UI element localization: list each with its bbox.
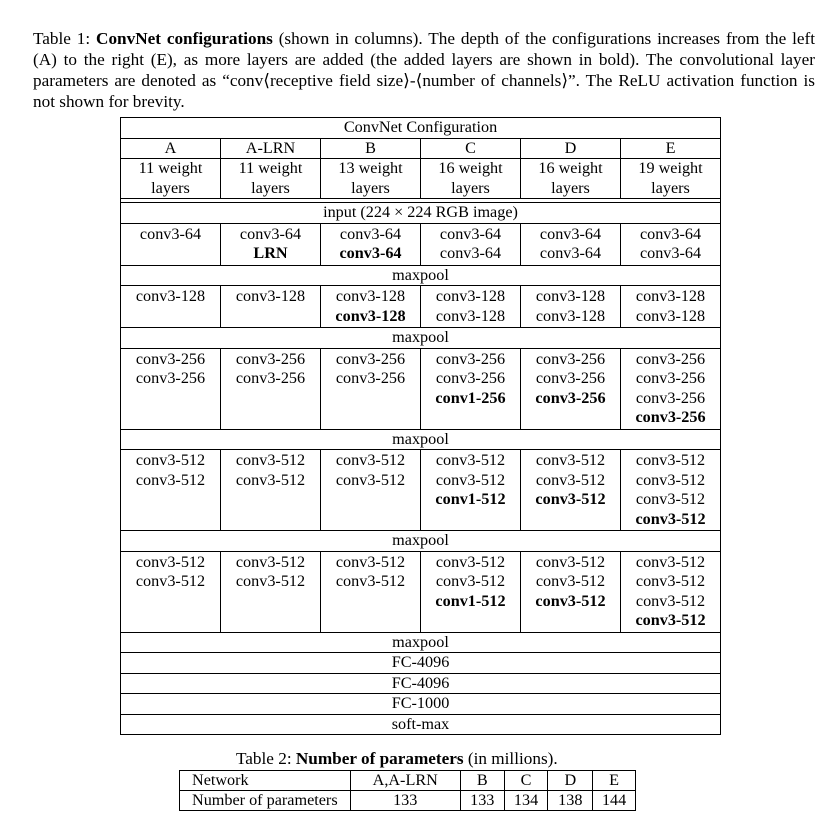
layer-name: conv3-512 bbox=[635, 451, 706, 469]
layer-name: conv3-256 bbox=[335, 349, 406, 368]
layer-name: conv3-512 bbox=[635, 611, 706, 629]
pool-cell: maxpool bbox=[121, 429, 721, 450]
column-depth-line: 13 weight bbox=[338, 159, 403, 177]
layer-block-row bbox=[121, 348, 721, 429]
parameters-value-cell: 138 bbox=[548, 791, 593, 811]
column-name: E bbox=[621, 138, 721, 159]
layer-name: conv3-512 bbox=[635, 591, 706, 610]
layer-name: conv3-128 bbox=[335, 306, 406, 325]
layer-name: conv3-256 bbox=[635, 388, 706, 407]
pool-row bbox=[121, 265, 721, 286]
column-depth-line: 11 weight bbox=[138, 159, 203, 177]
layer-name: conv1-512 bbox=[435, 490, 506, 508]
tail-cell: FC-4096 bbox=[121, 653, 721, 674]
layer-name: conv3-256 bbox=[235, 369, 306, 387]
column-depth bbox=[621, 159, 721, 199]
layer-cell bbox=[421, 551, 521, 632]
pool-cell: maxpool bbox=[121, 265, 721, 286]
parameters-value-cell: 133 bbox=[350, 791, 460, 811]
convnet-configuration-table bbox=[120, 117, 721, 735]
layer-name: conv3-512 bbox=[535, 470, 606, 489]
parameters-header-cell: A,A-LRN bbox=[350, 771, 460, 791]
layer-name: conv3-256 bbox=[635, 369, 706, 387]
column-name: B bbox=[321, 138, 421, 159]
layer-name: conv3-64 bbox=[339, 224, 402, 243]
layer-cell bbox=[121, 223, 221, 265]
layer-cell bbox=[521, 286, 621, 328]
layer-name: conv3-128 bbox=[435, 306, 506, 325]
pool-row bbox=[121, 632, 721, 653]
column-name: A bbox=[121, 138, 221, 159]
layer-name: conv3-128 bbox=[535, 287, 606, 305]
layer-name: conv3-512 bbox=[435, 470, 506, 489]
layer-cell bbox=[621, 551, 721, 632]
layer-name: conv3-64 bbox=[239, 224, 302, 243]
layer-name: conv3-512 bbox=[335, 552, 406, 571]
layer-name: conv3-512 bbox=[535, 490, 606, 508]
layer-cell bbox=[621, 348, 721, 429]
layer-cell bbox=[521, 223, 621, 265]
column-depth-line: 19 weight bbox=[638, 159, 703, 177]
layer-name: conv3-512 bbox=[335, 451, 406, 469]
layer-cell bbox=[221, 348, 321, 429]
parameters-header-row bbox=[180, 771, 636, 791]
layer-name: conv1-512 bbox=[435, 591, 506, 610]
layer-name: conv3-128 bbox=[535, 306, 606, 325]
parameters-value-cell: Number of parameters bbox=[180, 791, 351, 811]
parameters-table bbox=[179, 770, 636, 811]
table2-caption-title: Number of parameters bbox=[295, 749, 464, 768]
column-name: C bbox=[421, 138, 521, 159]
table2-caption-text: (in millions). bbox=[463, 749, 558, 768]
column-depth-line: 16 weight bbox=[438, 159, 503, 177]
column-names-row bbox=[121, 138, 721, 159]
layer-name: conv3-128 bbox=[435, 287, 506, 305]
layer-name: conv3-256 bbox=[435, 349, 506, 368]
layer-cell bbox=[321, 348, 421, 429]
parameters-value-cell: 144 bbox=[593, 791, 636, 811]
layer-cell bbox=[521, 551, 621, 632]
layer-name: conv3-512 bbox=[635, 572, 706, 590]
layer-name: conv3-128 bbox=[635, 306, 706, 325]
column-depth-line: layers bbox=[351, 178, 390, 197]
layer-cell bbox=[121, 286, 221, 328]
table1-caption-text: (shown in columns). The depth of the configurations increases from the left (A) to the right (E), as more layers are added (the added layers are shown in bold). The convolutional layer parameters are denoted as “conv⟨receptive field size⟩-⟨number of channels⟩”. The ReLU activation function is not shown for brevity. bbox=[33, 29, 816, 111]
layer-block-row bbox=[121, 286, 721, 328]
column-name: D bbox=[521, 138, 621, 159]
table1-caption bbox=[33, 28, 815, 112]
column-depth bbox=[221, 159, 321, 199]
layer-name: conv3-512 bbox=[635, 490, 706, 508]
layer-cell bbox=[621, 450, 721, 531]
layer-cell bbox=[421, 450, 521, 531]
layer-name: conv3-128 bbox=[135, 287, 206, 305]
layer-name: conv3-64 bbox=[639, 244, 702, 262]
layer-name: conv3-512 bbox=[235, 552, 306, 571]
tail-cell: soft-max bbox=[121, 714, 721, 735]
layer-cell bbox=[321, 551, 421, 632]
tail-row bbox=[121, 653, 721, 674]
layer-name: conv3-512 bbox=[435, 552, 506, 571]
layer-cell bbox=[521, 348, 621, 429]
parameters-header-cell: E bbox=[593, 771, 636, 791]
parameters-value-row bbox=[180, 791, 636, 811]
parameters-header-cell: B bbox=[460, 771, 504, 791]
layer-name: conv3-256 bbox=[535, 369, 606, 387]
layer-name: conv3-64 bbox=[539, 244, 602, 262]
layer-name: conv3-512 bbox=[635, 509, 706, 528]
layer-name: conv3-512 bbox=[235, 451, 306, 469]
table2-caption-label: Table 2: bbox=[236, 749, 296, 768]
layer-block-row bbox=[121, 450, 721, 531]
layer-name: conv3-256 bbox=[335, 369, 406, 387]
layer-cell bbox=[221, 450, 321, 531]
layer-name: conv3-256 bbox=[635, 349, 706, 368]
pool-row bbox=[121, 429, 721, 450]
layer-cell bbox=[121, 450, 221, 531]
parameters-value-cell: 134 bbox=[504, 791, 548, 811]
layer-name: conv3-256 bbox=[635, 408, 706, 426]
column-depth-line: 11 weight bbox=[238, 159, 303, 177]
column-depth bbox=[421, 159, 521, 199]
layer-name: conv3-512 bbox=[135, 470, 206, 489]
layer-name: conv3-512 bbox=[335, 572, 406, 590]
layer-cell bbox=[121, 348, 221, 429]
column-depth-line: layers bbox=[551, 178, 590, 197]
column-name: A-LRN bbox=[221, 138, 321, 159]
parameters-header-cell: D bbox=[548, 771, 593, 791]
tail-cell: FC-4096 bbox=[121, 673, 721, 694]
layer-cell bbox=[421, 223, 521, 265]
layer-cell bbox=[321, 450, 421, 531]
layer-name: conv3-256 bbox=[535, 388, 606, 407]
layer-cell bbox=[621, 286, 721, 328]
layer-name: conv3-64 bbox=[439, 244, 502, 262]
layer-name: conv3-64 bbox=[139, 224, 202, 243]
layer-name: conv3-512 bbox=[535, 572, 606, 590]
pool-cell: maxpool bbox=[121, 328, 721, 349]
layer-name: conv3-512 bbox=[535, 591, 606, 610]
layer-cell bbox=[221, 223, 321, 265]
layer-cell bbox=[421, 348, 521, 429]
parameters-value-cell: 133 bbox=[460, 791, 504, 811]
table1-caption-label: Table 1: bbox=[33, 29, 97, 48]
layer-name: conv3-512 bbox=[235, 572, 306, 590]
column-depth-row bbox=[121, 159, 721, 199]
column-depth-line: layers bbox=[151, 178, 190, 197]
layer-cell bbox=[121, 551, 221, 632]
layer-name: conv3-64 bbox=[539, 224, 602, 243]
column-depth bbox=[521, 159, 621, 199]
parameters-header-cell: Network bbox=[180, 771, 351, 791]
layer-name: conv3-256 bbox=[435, 369, 506, 387]
layer-block-row bbox=[121, 223, 721, 265]
layer-name: conv3-512 bbox=[435, 451, 506, 469]
layer-block-row bbox=[121, 551, 721, 632]
layer-name: conv3-64 bbox=[339, 244, 402, 262]
tail-row bbox=[121, 694, 721, 715]
column-depth bbox=[321, 159, 421, 199]
layer-name: conv3-64 bbox=[439, 224, 502, 243]
layer-name: conv3-512 bbox=[435, 572, 506, 590]
column-depth-line: layers bbox=[651, 178, 690, 197]
layer-name: conv3-512 bbox=[135, 552, 206, 571]
pool-row bbox=[121, 328, 721, 349]
table2-caption bbox=[236, 749, 558, 769]
layer-name: conv3-256 bbox=[135, 369, 206, 387]
tail-cell: FC-1000 bbox=[121, 694, 721, 715]
input-row bbox=[121, 203, 721, 224]
layer-cell bbox=[421, 286, 521, 328]
column-depth-line: layers bbox=[251, 178, 290, 197]
layer-name: conv3-512 bbox=[335, 470, 406, 489]
layer-name: conv3-512 bbox=[635, 552, 706, 571]
layer-cell bbox=[321, 286, 421, 328]
layer-cell bbox=[621, 223, 721, 265]
column-depth-line: 16 weight bbox=[538, 159, 603, 177]
tail-row bbox=[121, 714, 721, 735]
layer-name: conv3-256 bbox=[235, 349, 306, 368]
layer-name: conv3-512 bbox=[135, 572, 206, 590]
layer-name: conv3-512 bbox=[135, 451, 206, 469]
pool-row bbox=[121, 531, 721, 552]
layer-name: conv3-128 bbox=[635, 287, 706, 305]
layer-name: conv3-512 bbox=[535, 552, 606, 571]
layer-name: conv1-256 bbox=[435, 388, 506, 407]
config-header-row bbox=[121, 118, 721, 139]
layer-name: conv3-256 bbox=[135, 349, 206, 368]
layer-name: conv3-256 bbox=[535, 349, 606, 368]
layer-name: conv3-64 bbox=[639, 224, 702, 243]
layer-cell bbox=[321, 223, 421, 265]
layer-name: conv3-512 bbox=[535, 451, 606, 469]
parameters-header-cell: C bbox=[504, 771, 548, 791]
column-depth-line: layers bbox=[451, 178, 490, 197]
layer-cell bbox=[221, 551, 321, 632]
layer-cell bbox=[521, 450, 621, 531]
tail-row bbox=[121, 673, 721, 694]
column-depth bbox=[121, 159, 221, 199]
layer-name: conv3-512 bbox=[635, 470, 706, 489]
pool-cell: maxpool bbox=[121, 531, 721, 552]
table1-caption-title: ConvNet configurations bbox=[96, 29, 273, 48]
layer-name: LRN bbox=[253, 244, 288, 262]
pool-cell: maxpool bbox=[121, 632, 721, 653]
layer-name: conv3-512 bbox=[235, 470, 306, 489]
layer-cell bbox=[221, 286, 321, 328]
input-cell: input (224 × 224 RGB image) bbox=[121, 203, 721, 224]
layer-name: conv3-128 bbox=[335, 287, 406, 305]
layer-name: conv3-128 bbox=[235, 287, 306, 305]
config-header: ConvNet Configuration bbox=[121, 118, 721, 139]
